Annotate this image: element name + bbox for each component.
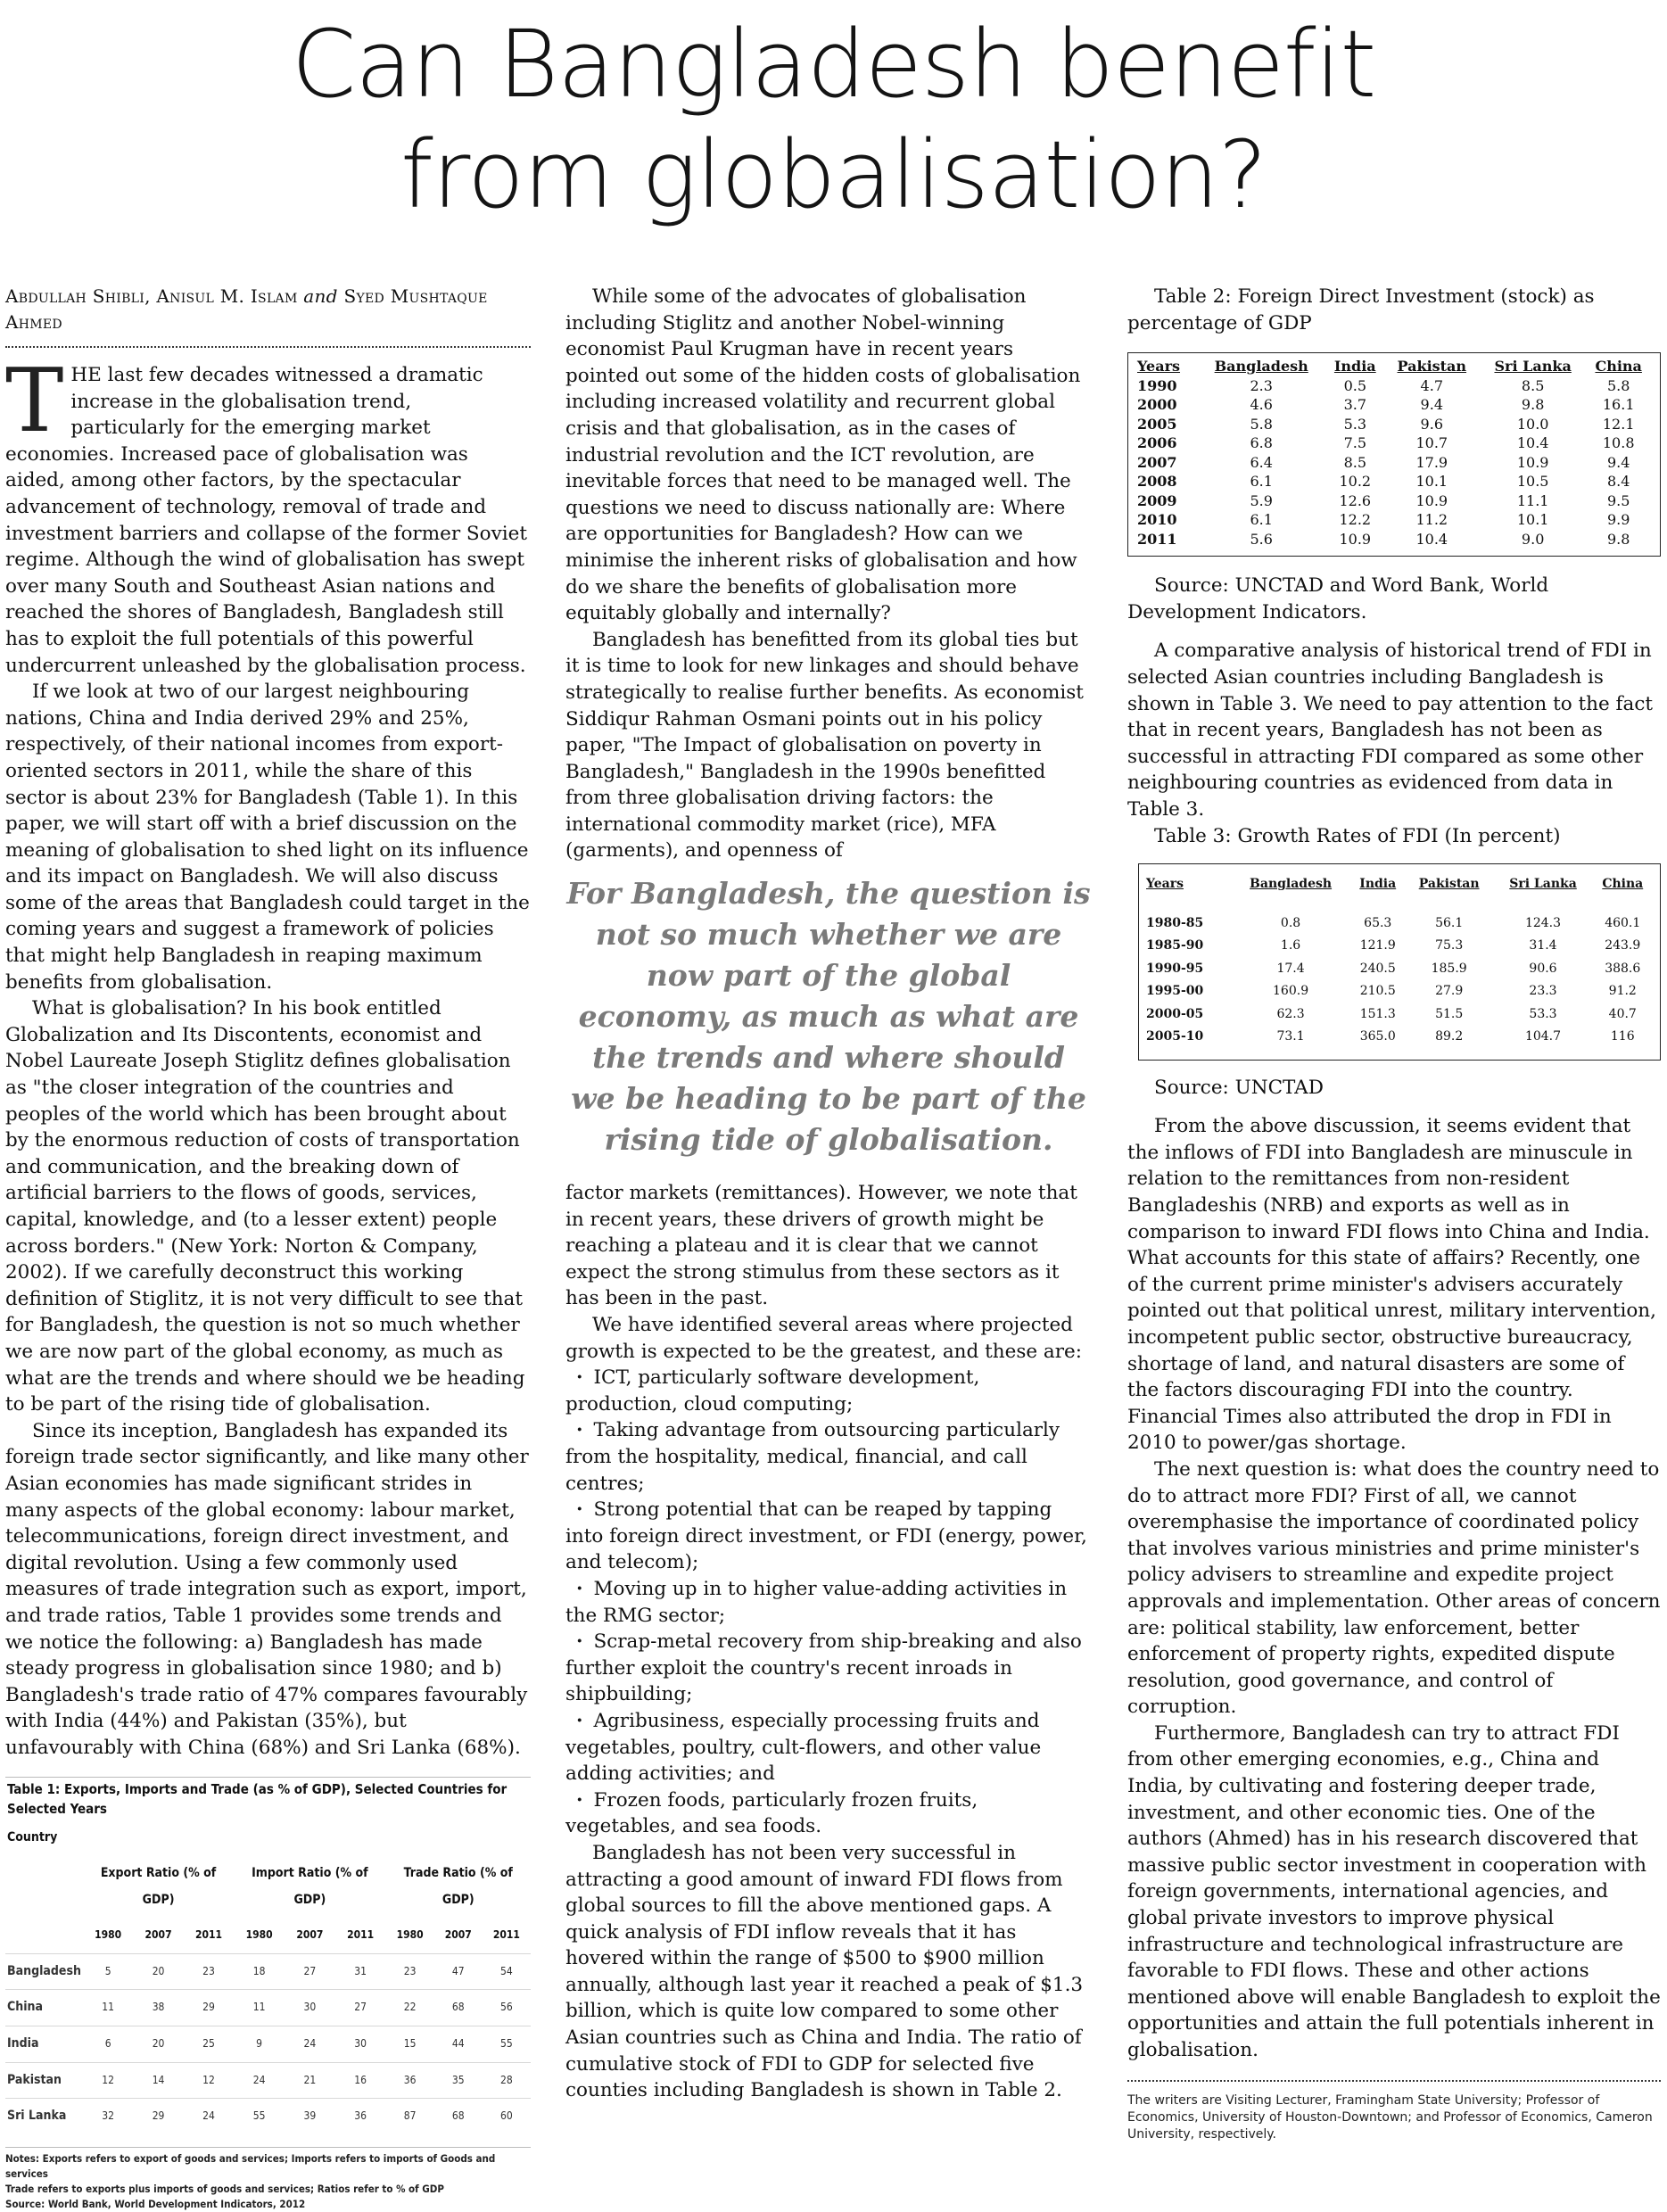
table-cell: 5.3 [1343, 415, 1367, 433]
table-1-country: India [5, 2026, 83, 2063]
bullet-item: · ICT, particularly software development, production, cloud computing; [565, 1365, 1092, 1417]
table-cell: 12.6 [1339, 491, 1372, 509]
table-cell: 5 [83, 1953, 133, 1990]
table-1-year-header: 2011 [492, 1928, 520, 1942]
table-cell: 10.7 [1415, 434, 1448, 452]
table-cell: 9.4 [1606, 453, 1630, 471]
table-cell: 53.3 [1529, 1006, 1557, 1021]
table-1-title: Table 1: Exports, Imports and Trade (as % of GDP), Selected Countries for Selected Years [7, 1781, 508, 1818]
table-cell: 12 [83, 2062, 133, 2099]
table3-header: China [1602, 877, 1644, 892]
table-cell: 10.0 [1516, 415, 1549, 433]
table-year: 2010 [1137, 511, 1177, 529]
table-1-note: Notes: Exports refers to export of goods and services; Imports refers to imports of Goods and services [5, 2151, 496, 2180]
headline [0, 9, 1667, 230]
table-cell: 21 [285, 2062, 335, 2099]
table-cell: 12 [184, 2062, 234, 2099]
table-1-year-header: 2007 [444, 1928, 472, 1942]
table-cell: 10.9 [1415, 491, 1448, 509]
table-cell: 240.5 [1359, 961, 1396, 976]
table-cell: 9.5 [1606, 491, 1630, 509]
table-cell: 14 [133, 2062, 183, 2099]
table-cell: 75.3 [1435, 938, 1464, 953]
table3-header: Years [1146, 877, 1184, 892]
table-cell: 20 [133, 1953, 183, 1990]
table-cell: 151.3 [1359, 1006, 1396, 1021]
table-cell: 10.2 [1339, 473, 1372, 491]
paragraph: While some of the advocates of globalisation including Stiglitz and another Nobel-winning economist Paul Krugman have in recent years pointed out some of the hidden costs of globalisation including increased volatility and recurrent global crisis and that globalisation, as in the cases of industrial revolution and the ICT revolution, are inevitable forces that need to be managed well. The questions we need to discuss nationally are: Where are opportunities for Bangladesh? How can we minimise the inherent risks of globalisation and how do we share the benefits of globalisation more equitably globally and internally? [565, 285, 1081, 625]
table-cell: 40.7 [1608, 1006, 1637, 1021]
byline [5, 284, 531, 348]
table-cell: 51.5 [1435, 1006, 1464, 1021]
table-1-year-header: 2007 [144, 1928, 172, 1942]
table-3 [1138, 863, 1661, 1061]
table-cell: 6.4 [1250, 453, 1273, 471]
table-cell: 11.2 [1415, 511, 1448, 529]
table-cell: 4.6 [1250, 396, 1273, 414]
table-cell: 18 [234, 1953, 285, 1990]
table-row [1146, 1003, 1653, 1027]
table-cell: 5.8 [1250, 415, 1273, 433]
table-cell: 30 [335, 2026, 386, 2063]
table-cell: 3.7 [1343, 396, 1367, 414]
table-cell: 1.6 [1280, 938, 1301, 953]
table-cell: 5.9 [1250, 491, 1273, 509]
table-cell: 25 [184, 2026, 234, 2063]
paragraph: We have identified several areas where projected growth is expected to be the greatest, and these are: [565, 1314, 1082, 1363]
table-cell: 73.1 [1276, 1029, 1305, 1044]
table-2-source: Source: UNCTAD and Word Bank, World Development Indicators. [1127, 574, 1549, 623]
table-1-group-header: Export Ratio (% of GDP) [100, 1866, 217, 1907]
table-1-year-header: 2007 [296, 1928, 324, 1942]
table-cell: 44 [434, 2026, 483, 2063]
table-cell: 55 [234, 2099, 285, 2134]
paragraph: A comparative analysis of historical trend of FDI in selected Asian countries including Bangladesh is shown in Table 3. We need to pay attention to the fact that in recent years, Bangladesh has not been as successful in attracting FDI compared as some other neighbouring countries as evidenced from data in Table 3. [1127, 640, 1654, 821]
table-cell: 23 [184, 1953, 234, 1990]
table-cell: 32 [83, 2099, 133, 2134]
paragraph: From the above discussion, it seems evident that the inflows of FDI into Bangladesh are minuscule in relation to the remittances from non-resident Bangladeshis (NRB) and exports as well as in comparison to inward FDI flows into China and India. What accounts for this state of affairs? Recently, one of the current prime minister's advisers accurately pointed out that political unrest, military intervention, incompetent public sector, obstructive bureaucracy, shortage of land, and natural disasters are some of the factors discouraging FDI into the country. Financial Times also attributed the drop in FDI in 2010 to power/gas shortage. [1127, 1115, 1656, 1455]
table-row [5, 2062, 531, 2099]
table2-header: Years [1137, 358, 1181, 376]
column-3 [1127, 284, 1661, 2143]
table-row [1146, 912, 1653, 936]
table-1-year-header: 1980 [245, 1928, 273, 1942]
table2-header: Pakistan [1397, 358, 1467, 376]
table-row [1137, 472, 1651, 491]
table-cell: 87 [386, 2099, 434, 2134]
table-row [1137, 453, 1651, 473]
table-cell: 9.9 [1606, 511, 1630, 529]
table-1-notes [5, 2147, 531, 2212]
paragraph: What is globalisation? In his book entitled Globalization and Its Discontents, economist and Nobel Laureate Joseph Stiglitz defines globalisation as "the closer integration of the countries and peoples of the world which has been brought about by the enormous reduction of costs of transportation and communication, and the breaking down of artificial barriers to the flows of goods, services, capital, knowledge, and (to a lesser extent) people across borders." (New York: Norton & Company, 2002). If we carefully deconstruct this working definition of Stiglitz, it is not very difficult to see that for Bangladesh, the question is not so much whether we are now part of the global economy, as much as what are the trends and where should we be heading to be part of the rising tide of globalisation. [5, 997, 525, 1416]
table2-header: Sri Lanka [1494, 358, 1572, 376]
table-cell: 210.5 [1359, 984, 1396, 999]
table-year: 2011 [1137, 530, 1177, 548]
table-cell: 16.1 [1602, 396, 1635, 414]
table-2-grid [1137, 357, 1651, 549]
table-row [1137, 415, 1651, 434]
table-year: 2000-05 [1146, 1006, 1204, 1021]
author-footnote: The writers are Visiting Lecturer, Framingham State University; Professor of Economics, University of Houston-Downtown; and Professor of Economics, Cameron University, respectively. [1127, 2080, 1661, 2143]
table-cell: 24 [285, 2026, 335, 2063]
table-cell: 35 [434, 2062, 483, 2099]
table-cell: 15 [386, 2026, 434, 2063]
table-cell: 27.9 [1435, 984, 1464, 999]
table-cell: 91.2 [1608, 984, 1637, 999]
table-cell: 17.9 [1415, 453, 1448, 471]
table-row [1137, 395, 1651, 415]
table-cell: 30 [285, 1990, 335, 2026]
table-cell: 38 [133, 1990, 183, 2026]
table-cell: 6.1 [1250, 511, 1273, 529]
table-1-country: Pakistan [5, 2062, 83, 2099]
table-cell: 68 [434, 1990, 483, 2026]
drop-cap: T [5, 351, 64, 452]
table-cell: 68 [434, 2099, 483, 2134]
table-year: 2005 [1137, 415, 1177, 433]
table-2-caption: Table 2: Foreign Direct Investment (stock) as percentage of GDP [1127, 285, 1595, 334]
table-row [5, 2099, 531, 2134]
bullet-list [565, 1365, 1092, 1840]
bullet-item: · Scrap-metal recovery from ship-breaking and also further exploit the country's recent inroads in shipbuilding; [565, 1629, 1092, 1708]
table-1-group-header: Import Ratio (% of GDP) [252, 1866, 368, 1907]
table-1-country-label: Country [7, 1830, 58, 1845]
table-cell: 47 [434, 1953, 483, 1990]
table-cell: 22 [386, 1990, 434, 2026]
table-cell: 6.1 [1250, 473, 1273, 491]
table-cell: 11.1 [1516, 491, 1549, 509]
table-year: 1995-00 [1146, 984, 1204, 999]
bullet-item: · Agribusiness, especially processing fruits and vegetables, poultry, cult-flowers, and other value adding activities; and [565, 1708, 1092, 1787]
table-row [1137, 510, 1651, 530]
table-cell: 388.6 [1605, 961, 1641, 976]
table-cell: 65.3 [1364, 915, 1392, 930]
table-row [1137, 376, 1651, 396]
table-cell: 6.8 [1250, 434, 1273, 452]
table3-header: India [1359, 877, 1397, 892]
bullet-item: · Frozen foods, particularly frozen fruits, vegetables, and sea foods. [565, 1787, 1092, 1840]
table-row [1137, 433, 1651, 453]
table-cell: 124.3 [1524, 915, 1562, 930]
table-cell: 16 [335, 2062, 386, 2099]
table-cell: 60 [483, 2099, 531, 2134]
table-row [1146, 1026, 1653, 1049]
paragraph: Since its inception, Bangladesh has expanded its foreign trade sector significantly, and like many other Asian economies has made significant strides in many aspects of the global economy: labour market, telecommunications, foreign direct investment, and digital revolution. Using a few commonly used measures of trade integration such as export, import, and trade ratios, Table 1 provides some trends and we notice the following: a) Bangladesh has made steady progress in globalisation since 1980; and b) Bangladesh's trade ratio of 47% compares favourably with India (44%) and Pakistan (35%), but unfavourably with China (68%) and Sri Lanka (68%). [5, 1419, 529, 1759]
table-year: 1990 [1137, 376, 1177, 394]
table-2 [1127, 352, 1661, 557]
table-cell: 9.0 [1521, 530, 1545, 548]
table-cell: 9 [234, 2026, 285, 2063]
table-cell: 31 [335, 1953, 386, 1990]
bullet-item: · Taking advantage from outsourcing particularly from the hospitality, medical, financial, and call centres; [565, 1417, 1092, 1497]
table-cell: 5.6 [1250, 530, 1273, 548]
table-1-grid [5, 1820, 531, 2134]
table-year: 2008 [1137, 473, 1177, 491]
table-cell: 160.9 [1273, 984, 1309, 999]
table-cell: 116 [1610, 1029, 1635, 1044]
table-cell: 9.8 [1606, 530, 1630, 548]
table-cell: 10.9 [1516, 453, 1549, 471]
table-cell: 121.9 [1359, 938, 1396, 953]
headline-line-1: Can Bangladesh benefit [291, 10, 1376, 119]
table-cell: 2.3 [1250, 376, 1273, 394]
column-2 [565, 284, 1092, 2104]
table-3-source: Source: UNCTAD [1154, 1076, 1324, 1099]
table-cell: 10.9 [1339, 530, 1372, 548]
pull-quote: For Bangladesh, the question is not so much whether we are now part of the global economy, as much as what are the trends and where should we be heading to be part of the rising tide of globalisation. [566, 876, 1091, 1158]
table-cell: 56.1 [1435, 915, 1464, 930]
table2-header: India [1333, 358, 1376, 376]
table-cell: 104.7 [1524, 1029, 1562, 1044]
table-cell: 10.1 [1415, 473, 1448, 491]
table-row [5, 1990, 531, 2026]
table-1 [5, 1777, 531, 2211]
table-cell: 0.5 [1343, 376, 1367, 394]
table-cell: 23.3 [1529, 984, 1557, 999]
table-cell: 28 [483, 2062, 531, 2099]
table-cell: 10.4 [1415, 530, 1448, 548]
table-cell: 17.4 [1276, 961, 1305, 976]
table-cell: 185.9 [1431, 961, 1467, 976]
table-year: 2009 [1137, 491, 1177, 509]
table-row [5, 2026, 531, 2063]
table-row [1137, 491, 1651, 511]
table-cell: 8.4 [1606, 473, 1630, 491]
table-cell: 56 [483, 1990, 531, 2026]
table2-header: China [1595, 358, 1642, 376]
table-cell: 243.9 [1605, 938, 1641, 953]
table-cell: 36 [335, 2099, 386, 2134]
table-cell: 7.5 [1343, 434, 1367, 452]
table-cell: 24 [234, 2062, 285, 2099]
table-1-year-header: 2011 [347, 1928, 375, 1942]
table-1-group-header: Trade Ratio (% of GDP) [403, 1866, 513, 1907]
table-1-country: Sri Lanka [5, 2099, 83, 2134]
table-cell: 9.6 [1420, 415, 1443, 433]
byline-authors-2: Syed Mushtaque Ahmed [5, 285, 488, 333]
table-year: 2005-10 [1146, 1029, 1204, 1044]
byline-and: and [303, 285, 338, 307]
table-cell: 10.5 [1516, 473, 1549, 491]
table3-header: Sri Lanka [1509, 877, 1577, 892]
bullet-item: · Strong potential that can be reaped by tapping into foreign direct investment, or FDI (energy, power, and telecom); [565, 1497, 1092, 1576]
table-row [1146, 935, 1653, 958]
table-3-caption: Table 3: Growth Rates of FDI (In percent) [1154, 824, 1561, 847]
table-year: 1980-85 [1146, 915, 1204, 930]
table-cell: 89.2 [1435, 1029, 1464, 1044]
table-row [1137, 530, 1651, 549]
paragraph: The next question is: what does the country need to do to attract more FDI? First of all, we cannot overemphasise the importance of coordinated policy that involves various ministries and prime minister's policy advisers to streamline and expedite project approvals and implementation. Other areas of concern are: political stability, law enforcement, better enforcement of property rights, expedited dispute resolution, good governance, and control of corruption. [1127, 1457, 1661, 1719]
table-cell: 55 [483, 2026, 531, 2063]
table-cell: 12.2 [1339, 511, 1372, 529]
paragraph: Furthermore, Bangladesh can try to attract FDI from other emerging economies, e.g., China and India, by cultivating and fostering deeper trade, investment, and other economic ties. One of the authors (Ahmed) has in his research discovered that massive public sector investment in cooperation with foreign governments, international agencies, and global private investors to improve physical infrastructure and technological infrastructure are favorable to FDI flows. These and other actions mentioned above will enable Bangladesh to exploit the opportunities and attain the full potentials inherent in globalisation. [1127, 1721, 1661, 2061]
table-cell: 27 [335, 1990, 386, 2026]
table-cell: 365.0 [1359, 1029, 1396, 1044]
table-cell: 29 [133, 2099, 183, 2134]
table-1-country: Bangladesh [5, 1953, 83, 1990]
paragraph [5, 351, 531, 679]
column-1 [5, 284, 531, 2212]
table-cell: 10.1 [1516, 511, 1549, 529]
table-1-year-header: 1980 [396, 1928, 424, 1942]
table-cell: 27 [285, 1953, 335, 1990]
table-cell: 24 [184, 2099, 234, 2134]
table-cell: 11 [234, 1990, 285, 2026]
table-cell: 11 [83, 1990, 133, 2026]
table-cell: 20 [133, 2026, 183, 2063]
table-3-grid [1146, 873, 1653, 1049]
table-cell: 39 [285, 2099, 335, 2134]
table-year: 1985-90 [1146, 938, 1204, 953]
table2-header: Bangladesh [1214, 358, 1308, 376]
paragraph: Bangladesh has benefitted from its global ties but it is time to look for new linkages and should behave strategically to realise further benefits. As economist Siddiqur Rahman Osmani points out in his policy paper, "The Impact of globalisation on poverty in Bangladesh," Bangladesh in the 1990s benefitted from three globalisation driving factors: the international commodity market (rice), MFA (garments), and openness of [565, 628, 1084, 863]
paragraph: Bangladesh has not been very successful in attracting a good amount of inward FDI flows from global sources to fill the above mentioned gaps. A quick analysis of FDI inflow reveals that it has hovered within the range of $500 to $900 million annually, although last year it reached a peak of $1.3 billion, which is quite low compared to some other Asian countries such as China and India. The ratio of cumulative stock of FDI to GDP for selected five counties including Bangladesh is shown in Table 2. [565, 1841, 1084, 2102]
table-1-source: Source: World Bank, World Development Indicators, 2012 [5, 2197, 306, 2210]
byline-authors-1: Abdullah Shibli, Anisul M. Islam [5, 285, 298, 307]
table-cell: 90.6 [1529, 961, 1557, 976]
table-year: 2000 [1137, 396, 1177, 414]
table-1-year-header: 1980 [95, 1928, 122, 1942]
table-cell: 36 [386, 2062, 434, 2099]
table-cell: 12.1 [1602, 415, 1635, 433]
table-year: 1990-95 [1146, 961, 1204, 976]
table-row [5, 1953, 531, 1990]
table-cell: 0.8 [1280, 915, 1301, 930]
table-cell: 10.8 [1602, 434, 1635, 452]
table-1-country: China [5, 1990, 83, 2026]
table-year: 2007 [1137, 453, 1177, 471]
table-cell: 9.4 [1420, 396, 1443, 414]
table-year: 2006 [1137, 434, 1177, 452]
table-row [1146, 958, 1653, 981]
paragraph: If we look at two of our largest neighbouring nations, China and India derived 29% and 25%, respectively, of their national incomes from export-oriented sectors in 2011, while the share of this sector is about 23% for Bangladesh (Table 1). In this paper, we will start off with a brief discussion on the meaning of globalisation to shed light on its influence and its impact on Bangladesh. We will also discuss some of the areas that Bangladesh could target in the coming years and suggest a framework of policies that might help Bangladesh in reaping maximum benefits from globalisation. [5, 681, 530, 994]
headline-line-2: from globalisation? [400, 120, 1267, 229]
bullet-item: · Moving up in to higher value-adding activities in the RMG sector; [565, 1576, 1092, 1629]
table-cell: 5.8 [1606, 376, 1630, 394]
table-1-year-header: 2011 [194, 1928, 222, 1942]
table-cell: 54 [483, 1953, 531, 1990]
table-cell: 62.3 [1276, 1006, 1305, 1021]
table-cell: 460.1 [1605, 915, 1641, 930]
paragraph-text: HE last few decades witnessed a dramatic increase in the globalisation trend, particularly for the emerging market economies. Increased pace of globalisation was aided, among other factors, by the spectacular advancement of technology, removal of trade and investment barriers and collapse of the former Soviet regime. Although the wind of globalisation has swept over many South and Southeast Asian nations and reached the shores of Bangladesh, Bangladesh still has to exploit the full potentials of this powerful undercurrent unleashed by the globalisation process. [5, 364, 527, 677]
table-cell: 29 [184, 1990, 234, 2026]
table-cell: 6 [83, 2026, 133, 2063]
table-cell: 8.5 [1521, 376, 1545, 394]
paragraph: factor markets (remittances). However, we note that in recent years, these drivers of growth might be reaching a plateau and it is clear that we cannot expect the strong stimulus from these sectors as it has been in the past. [565, 1182, 1077, 1310]
table-cell: 9.8 [1521, 396, 1545, 414]
table3-header: Pakistan [1418, 877, 1480, 892]
table-cell: 8.5 [1343, 453, 1367, 471]
table3-header: Bangladesh [1250, 877, 1333, 892]
table-cell: 31.4 [1529, 938, 1557, 953]
table-cell: 23 [386, 1953, 434, 1990]
table-cell: 10.4 [1516, 434, 1549, 452]
table-1-note: Trade refers to exports plus imports of goods and services; Ratios refer to % of GDP [5, 2182, 444, 2195]
table-cell: 4.7 [1420, 376, 1443, 394]
table-row [1146, 980, 1653, 1003]
